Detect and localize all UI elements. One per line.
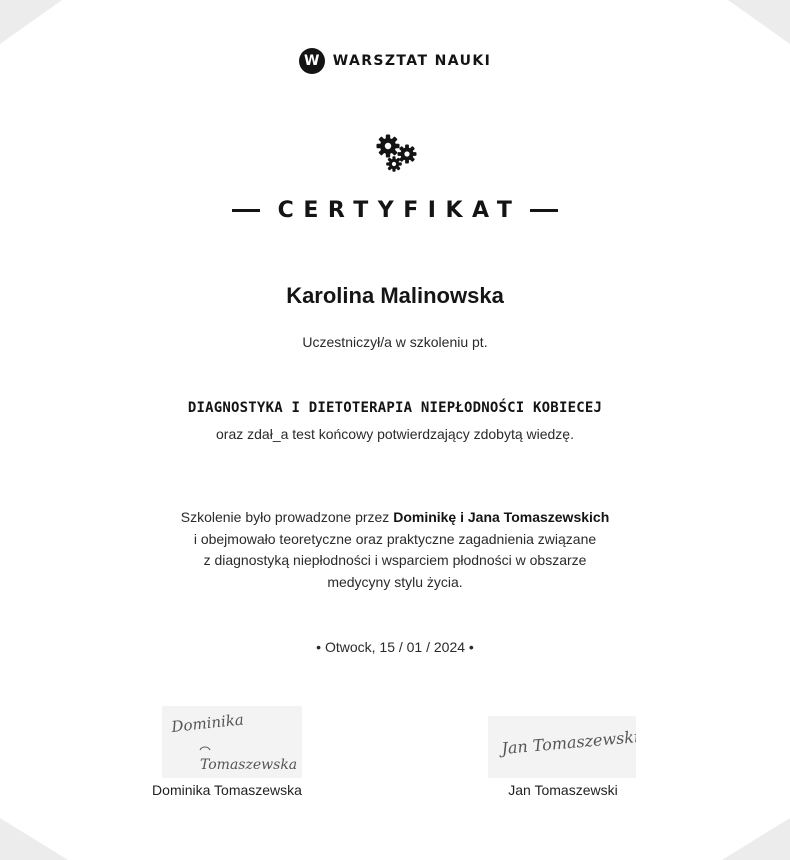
corner-decoration-top-left	[0, 0, 62, 44]
gears-icon	[374, 132, 420, 174]
description-line-3: z diagnostyką niepłodności i wsparciem płodności w obszarze	[203, 552, 587, 568]
signature-name-dominika: Dominika Tomaszewska	[152, 782, 302, 798]
signature-image-dominika	[162, 706, 302, 778]
svg-text:Jan Tomaszewski: Jan Tomaszewski	[500, 727, 636, 758]
corner-decoration-bottom-left	[0, 818, 68, 860]
certificate-title: CERTYFIKAT	[277, 198, 522, 223]
title-dash-left	[232, 209, 260, 212]
brand-logo-icon	[299, 48, 325, 74]
title-dash-right	[530, 209, 558, 212]
brand-header	[0, 48, 790, 74]
participation-text: Uczestniczył/a w szkoleniu pt.	[302, 334, 488, 350]
signature-handwriting	[488, 716, 636, 778]
svg-text:Tomaszewska: Tomaszewska	[200, 757, 298, 773]
test-text: oraz zdał_a test końcowy potwierdzający zdobytą wiedzę.	[216, 426, 574, 442]
certificate-title-row	[0, 198, 790, 223]
place-date: • Otwock, 15 / 01 / 2024 •	[316, 639, 474, 655]
corner-decoration-bottom-right	[722, 818, 790, 860]
signature-name-jan: Jan Tomaszewski	[508, 782, 618, 798]
signature-image-jan	[488, 716, 636, 778]
brand-logo-letter: W	[304, 53, 320, 69]
signature-handwriting	[162, 706, 302, 778]
svg-text:Dominika: Dominika	[170, 710, 245, 736]
course-title: DIAGNOSTYKA I DIETOTERAPIA NIEPŁODNOŚCI KOBIECEJ	[187, 400, 603, 416]
instructors: Dominikę i Jana Tomaszewskich	[393, 509, 610, 525]
description-line-4: medycyny stylu życia.	[327, 573, 463, 590]
description-prefix: Szkolenie było prowadzone przez	[180, 509, 394, 525]
description-paragraph	[0, 507, 790, 593]
recipient-name: Karolina Malinowska	[286, 283, 504, 308]
description-line-2: i obejmowało teoretyczne oraz praktyczne zagadnienia związane	[193, 530, 597, 547]
corner-decoration-top-right	[728, 0, 790, 44]
brand-name: WARSZTAT NAUKI	[332, 53, 492, 69]
